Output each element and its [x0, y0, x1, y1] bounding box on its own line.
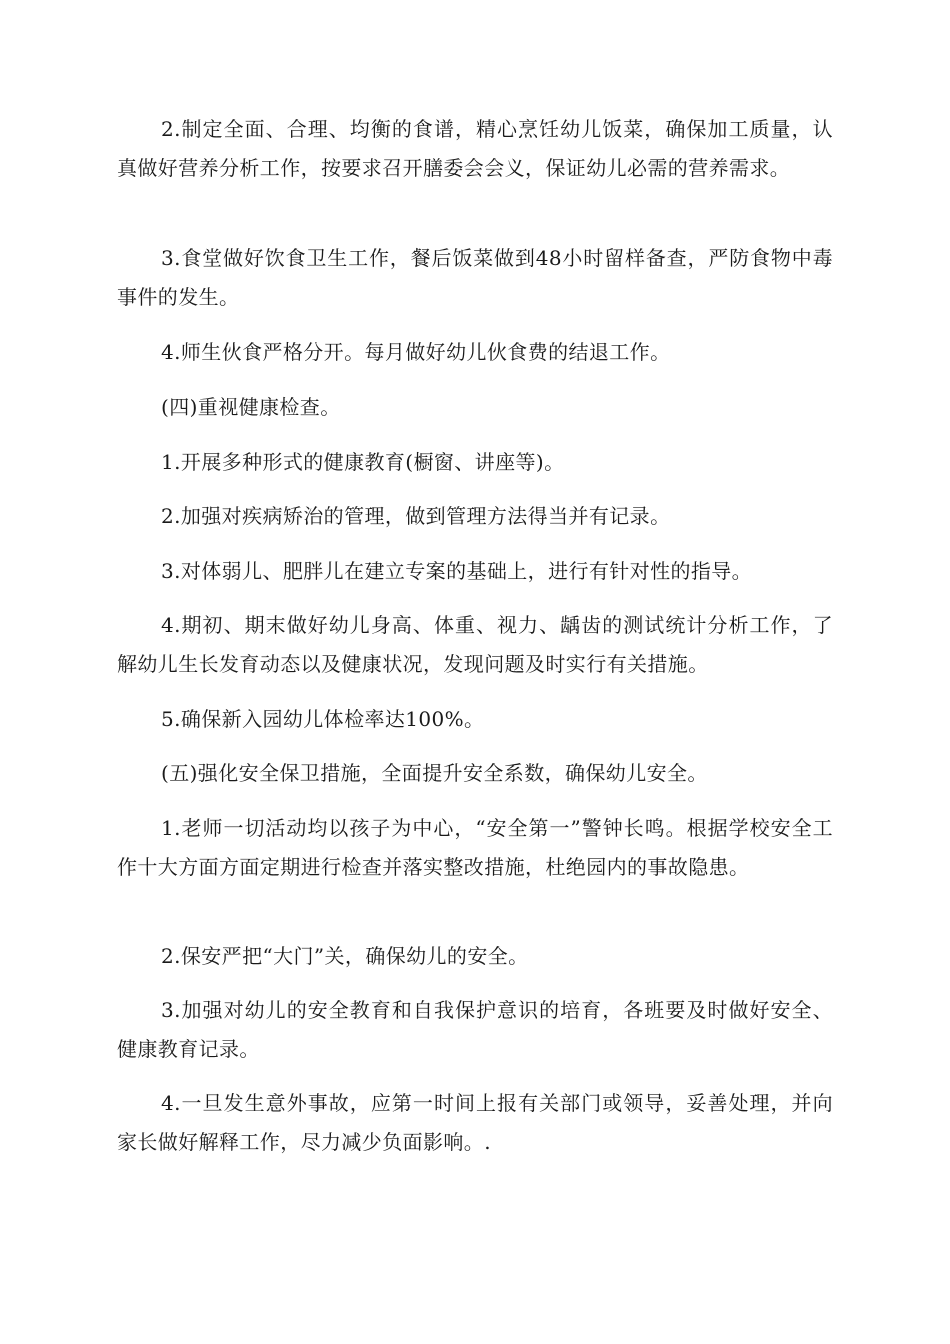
paragraph-safety-first: 1.老师一切活动均以孩子为中心，“安全第一”警钟长鸣。根据学校安全工作十大方面方面定期进行检查并落实整改措施，杜绝园内的事故隐患。 — [117, 816, 833, 879]
paragraph-weak-obese-children: 3.对体弱儿、肥胖儿在建立专案的基础上，进行有针对性的指导。 — [161, 559, 753, 583]
paragraph-safety-education: 3.加强对幼儿的安全教育和自我保护意识的培育，各班要及时做好安全、健康教育记录。 — [117, 998, 833, 1061]
section-heading-safety: (五)强化安全保卫措施，全面提升安全系数，确保幼儿安全。 — [161, 761, 708, 785]
paragraph-accident-handling: 4.一旦发生意外事故，应第一时间上报有关部门或领导，妥善处理，并向家长做好解释工作，尽力减少负面影响。. — [117, 1091, 833, 1154]
paragraph-separate-meals: 4.师生伙食严格分开。每月做好幼儿伙食费的结退工作。 — [161, 340, 671, 364]
paragraph-canteen-hygiene: 3.食堂做好饮食卫生工作，餐后饭菜做到48小时留样备查，严防食物中毒事件的发生。 — [117, 246, 833, 309]
paragraph-growth-measurement: 4.期初、期末做好幼儿身高、体重、视力、龋齿的测试统计分析工作，了解幼儿生长发育动态以及健康状况，发现问题及时实行有关措施。 — [117, 613, 833, 676]
paragraph-new-enrollee-checkup: 5.确保新入园幼儿体检率达100%。 — [161, 707, 485, 731]
paragraph-health-education: 1.开展多种形式的健康教育(橱窗、讲座等)。 — [161, 450, 565, 474]
section-heading-health-check: (四)重视健康检查。 — [161, 395, 341, 419]
paragraph-disease-management: 2.加强对疾病矫治的管理，做到管理方法得当并有记录。 — [161, 504, 671, 528]
paragraph-gate-security: 2.保安严把“大门”关，确保幼儿的安全。 — [161, 944, 529, 968]
paragraph-menu-planning: 2.制定全面、合理、均衡的食谱，精心烹饪幼儿饭菜，确保加工质量，认真做好营养分析工作，按要求召开膳委会会义，保证幼儿必需的营养需求。 — [117, 117, 833, 180]
